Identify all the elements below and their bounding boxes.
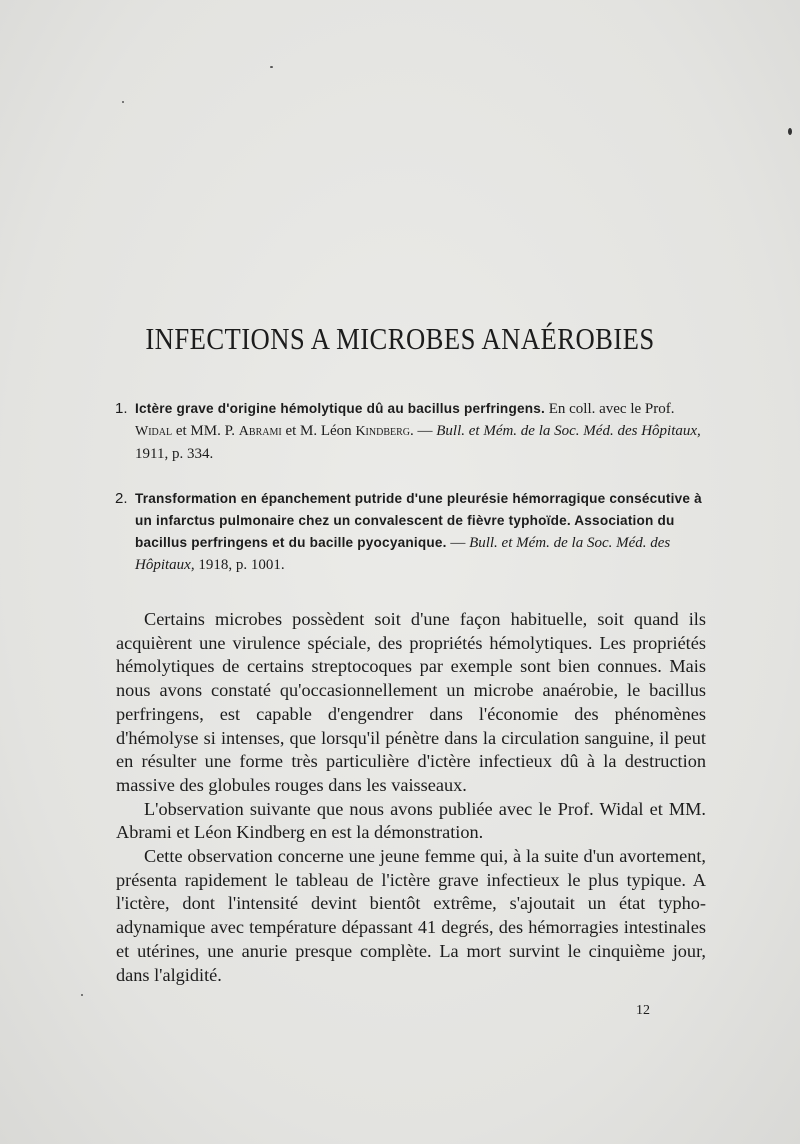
publication-coauthors: En coll. avec le Prof. Widal et MM. P. Abrami et M. Léon Kindberg. — <box>135 401 675 439</box>
publication-number: 2. <box>115 490 128 507</box>
dust-speck <box>788 128 792 135</box>
paragraph: Cette observation concerne une jeune femme qui, à la suite d'un avortement, présenta rapidement le tableau de l'ictère grave infectieux le plus typique. A l'ictère, dont l'intensité devint bientôt extrême, s'ajoutait un état typho-adynamique avec température dépassant 41 degrés, des hémorragies intestinales et utérines, une anurie presque complète. La mort survint le cinquième jour, dans l'algidité. <box>116 846 706 985</box>
page-number: 12 <box>636 1003 650 1018</box>
page-title: INFECTIONS A MICROBES ANAÉROBIES <box>145 320 655 356</box>
dust-speck <box>122 101 124 103</box>
publication-title: Ictère grave d'origine hémolytique dû au bacillus perfringens. <box>135 401 545 416</box>
publication-title: Transformation en épanchement putride d'une pleurésie hémorragique consécutive à un infarctus pulmonaire chez un convalescent de fièvre typhoïde. Association du bacillus perfringens et du bacille pyocyanique. <box>135 491 702 550</box>
publication-list <box>115 398 707 599</box>
publication-citation: 1918, p. 1001. <box>198 557 285 573</box>
publication-dash: — <box>450 535 466 551</box>
publication-citation: 1911, p. 334. <box>135 446 214 462</box>
dust-speck <box>270 66 273 68</box>
paragraph: L'observation suivante que nous avons publiée avec le Prof. Widal et MM. Abrami et Léon Kindberg en est la démonstration. <box>116 798 706 843</box>
publication-item <box>115 488 707 576</box>
paragraph: Certains microbes possèdent soit d'une façon habituelle, soit quand ils acquièrent une virulence spéciale, des propriétés hémolytiques. Les propriétés hémolytiques de certains streptocoques par exemple sont bien connues. Mais nous avons constaté qu'occasionnellement un microbe anaérobie, le bacillus perfringens, est capable d'engendrer dans l'économie des phénomènes d'hémolyse si intenses, que lorsqu'il pénètre dans la circulation sanguine, il peut en résulter une forme très particulière d'ictère infectieux dû à la destruction massive des globules rouges dans les vaisseaux. <box>116 609 706 795</box>
body-text <box>116 608 706 987</box>
publication-journal: Bull. et Mém. de la Soc. Méd. des Hôpitaux, <box>436 423 701 439</box>
publication-journal: Bull. et Mém. de la Soc. Méd. des Hôpitaux, <box>135 535 671 573</box>
publication-item <box>115 398 707 465</box>
publication-number: 1. <box>115 400 128 417</box>
dust-speck <box>81 994 83 996</box>
